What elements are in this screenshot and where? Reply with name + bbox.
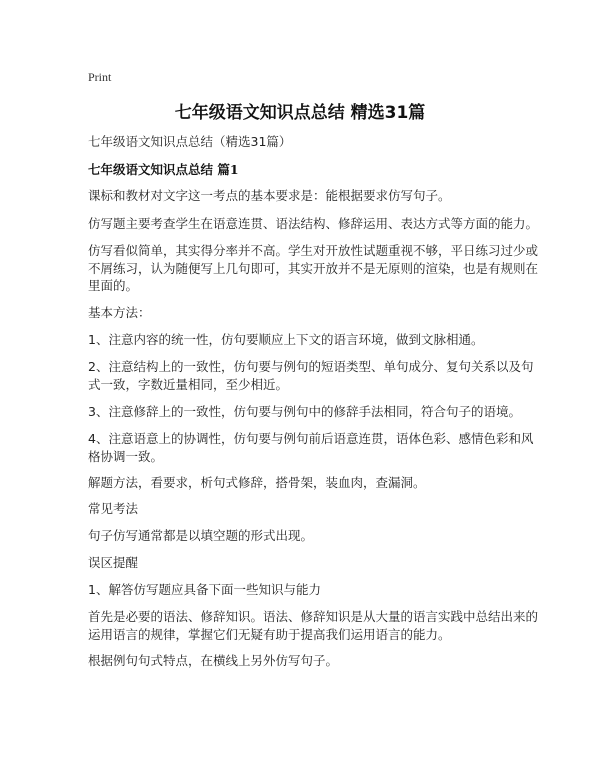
paragraph-line: 1、注意内容的统一性，仿句要顺应上下文的语言环境，做到文脉相通。 <box>88 332 484 347</box>
paragraph-line: 基本方法： <box>88 305 151 320</box>
paragraph <box>88 608 539 643</box>
paragraph-line: 根据例句句式特点，在横线上另外仿写句子。 <box>88 653 339 668</box>
paragraph-line: 里面的。 <box>88 278 139 293</box>
paragraph-line: 2、注意结构上的一致性，仿句要与例句的短语类型、单句成分、复句关系以及句 <box>88 359 534 374</box>
paragraph-line: 格协调一致。 <box>88 448 164 464</box>
paragraph <box>88 652 524 670</box>
paragraph <box>88 554 524 572</box>
paragraph-line: 首先是必要的语法、修辞知识。语法、修辞知识是从大量的语言实践中总结出来的 <box>88 609 539 624</box>
paragraph <box>88 403 524 421</box>
section-heading: 七年级语文知识点总结 篇1 <box>88 162 239 177</box>
paragraph-line: 解题方法，看要求，析句式修辞，搭骨架，装血肉，查漏洞。 <box>88 475 426 490</box>
paragraph-line: 1、解答仿写题应具备下面一些知识与能力 <box>88 582 321 597</box>
print-link[interactable]: Print <box>88 70 112 84</box>
paragraph-line: 不屑练习，认为随便写上几句即可，其实开放并不是无原则的渲染，也是有规则在 <box>88 260 539 276</box>
paragraph <box>88 304 524 322</box>
paragraph-line: 课标和教材对文字这一考点的基本要求是：能根据要求仿写句子。 <box>88 188 451 203</box>
document-title: 七年级语文知识点总结 精选31篇 <box>174 103 426 123</box>
paragraph <box>88 430 534 465</box>
paragraph-line: 式一致，字数近量相同，至少相近。 <box>88 376 289 392</box>
paragraph-line: 误区提醒 <box>88 555 139 570</box>
paragraph-line: 仿写看似简单，其实得分率并不高。学生对开放性试题重视不够，平日练习过少或 <box>88 243 539 258</box>
paragraph <box>88 187 524 205</box>
paragraph-line: 常见考法 <box>88 501 139 516</box>
paragraph <box>88 242 539 295</box>
paragraph-line: 仿写题主要考查学生在语意连贯、语法结构、修辞运用、表达方式等方面的能力。 <box>88 216 539 231</box>
paragraph-line: 3、注意修辞上的一致性，仿句要与例句中的修辞手法相同，符合句子的语境。 <box>88 404 521 419</box>
paragraph <box>88 474 524 492</box>
paragraph-line: 4、注意语意上的协调性，仿句要与例句前后语意连贯，语体色彩、感情色彩和风 <box>88 431 534 446</box>
paragraph-line: 句子仿写通常都是以填空题的形式出现。 <box>88 528 314 543</box>
paragraph <box>88 331 524 349</box>
document-subtitle: 七年级语文知识点总结（精选31篇） <box>88 134 292 149</box>
paragraph <box>88 358 534 393</box>
paragraph <box>88 527 524 545</box>
paragraph-line: 运用语言的规律，掌握它们无疑有助于提高我们运用语言的能力。 <box>88 626 451 642</box>
paragraph <box>88 500 524 518</box>
paragraph <box>88 581 524 599</box>
paragraph <box>88 215 539 233</box>
